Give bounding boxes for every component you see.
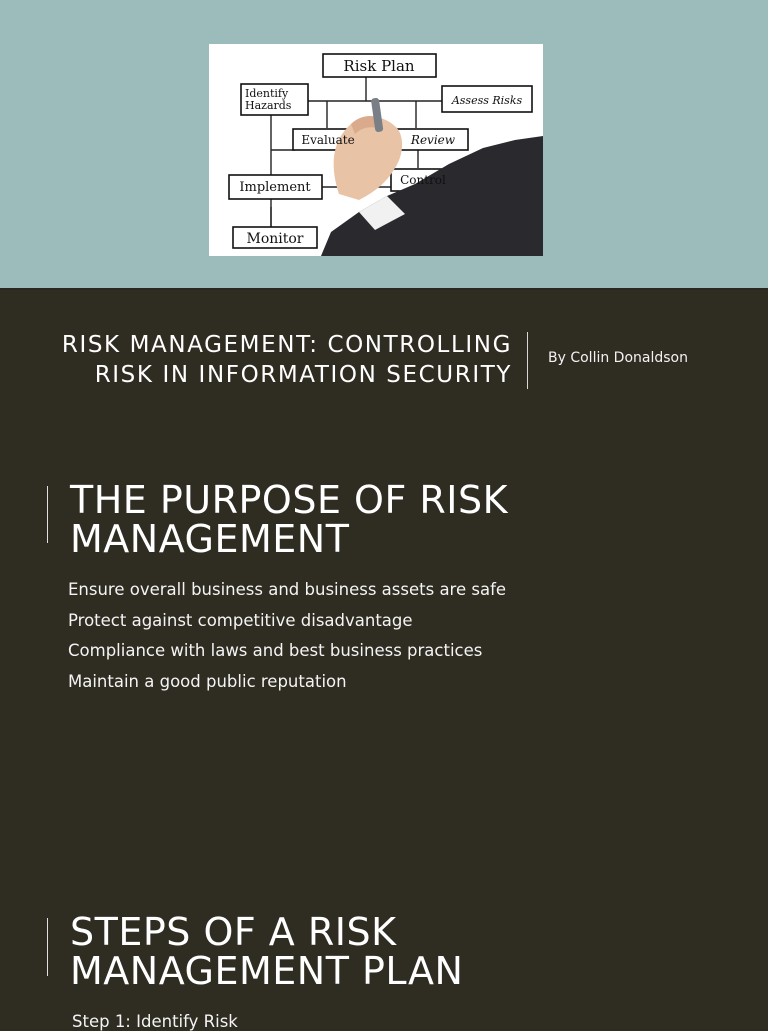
- purpose-heading-accent: [47, 486, 48, 543]
- list-item: Protect against competitive disadvantage: [68, 610, 413, 630]
- assess-risks-label: Assess Risks: [451, 94, 523, 107]
- purpose-heading: [70, 478, 509, 561]
- deck-title-line-2: RISK IN INFORMATION SECURITY: [94, 362, 512, 388]
- identify-label: Identify: [245, 87, 289, 100]
- steps-heading-accent: [47, 918, 48, 976]
- purpose-bullet-list: [68, 575, 506, 697]
- purpose-heading-line-1: THE PURPOSE OF RISK: [70, 478, 509, 522]
- purpose-heading-line-2: MANAGEMENT: [70, 517, 350, 561]
- list-item: Compliance with laws and best business practices: [68, 641, 483, 660]
- deck-title-line-1: RISK MANAGEMENT: CONTROLLING: [61, 332, 512, 358]
- title-block: [12, 330, 512, 390]
- risk-plan-flowchart: [209, 44, 543, 256]
- monitor-label: Monitor: [246, 231, 304, 247]
- risk-plan-label: Risk Plan: [343, 57, 415, 75]
- list-item: Ensure overall business and business assets are safe: [68, 580, 507, 599]
- hazards-label: Hazards: [245, 99, 292, 112]
- implement-label: Implement: [239, 180, 311, 195]
- steps-heading: [70, 910, 464, 993]
- review-label: Review: [410, 133, 456, 147]
- hero-banner: [0, 0, 768, 289]
- steps-first-item: Step 1: Identify Risk: [72, 1012, 238, 1031]
- list-item: Maintain a good public reputation: [68, 671, 347, 691]
- author-byline: By Collin Donaldson: [548, 350, 688, 366]
- control-label: Control: [400, 173, 446, 187]
- evaluate-label: Evaluate: [301, 133, 355, 147]
- title-separator: [527, 332, 528, 389]
- slide-divider: [0, 288, 768, 290]
- steps-heading-line-1: STEPS OF A RISK: [70, 910, 397, 954]
- deck-title: [12, 330, 512, 390]
- steps-heading-line-2: MANAGEMENT PLAN: [70, 949, 464, 993]
- risk-plan-diagram-image: [209, 44, 543, 256]
